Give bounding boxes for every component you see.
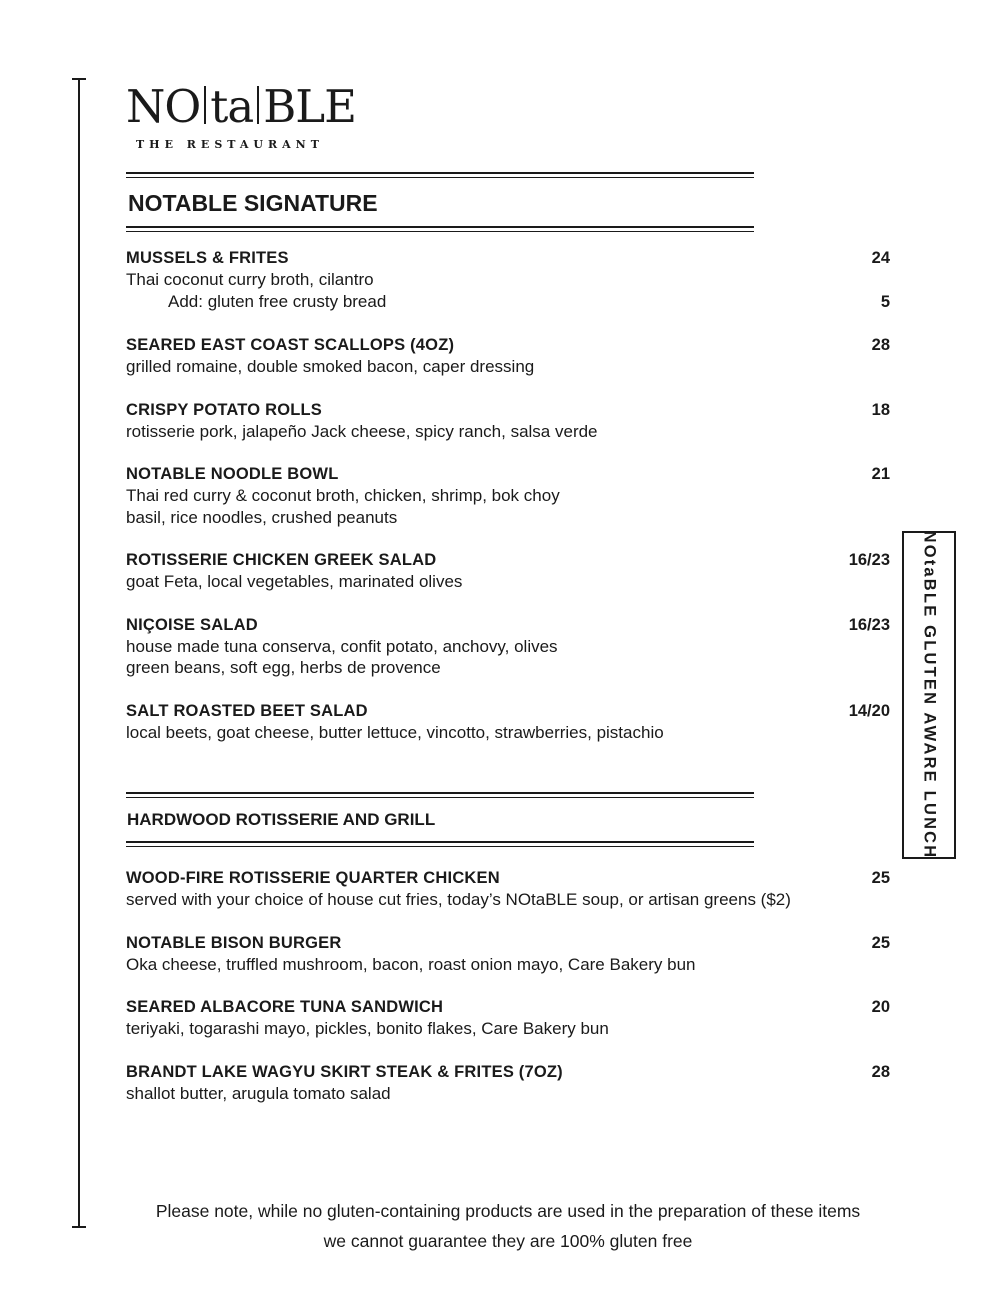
item-price: 16/23 — [848, 615, 890, 634]
item-name: WOOD-FIRE ROTISSERIE QUARTER CHICKEN — [126, 869, 500, 887]
item-description: Thai red curry & coconut broth, chicken, shrimp, bok choy — [126, 486, 560, 505]
item-name: SEARED ALBACORE TUNA SANDWICH — [126, 998, 444, 1016]
item-description: teriyaki, togarashi mayo, pickles, bonito flakes, Care Bakery bun — [126, 1019, 609, 1038]
disclaimer-line: we cannot guarantee they are 100% gluten free — [323, 1231, 693, 1251]
item-description: grilled romaine, double smoked bacon, caper dressing — [126, 357, 535, 376]
item-description: Thai coconut curry broth, cilantro — [126, 270, 374, 289]
left-margin-rule — [78, 78, 80, 1228]
logo-part-ble: BLE — [263, 80, 357, 133]
logo-part-no: NO — [126, 80, 201, 133]
side-label: NOtaBLE GLUTEN AWARE LUNCH — [920, 530, 939, 860]
gluten-disclaimer — [126, 1196, 890, 1256]
section-top-rule — [126, 172, 754, 178]
item-name: ROTISSERIE CHICKEN GREEK SALAD — [126, 551, 437, 569]
item-price: 28 — [871, 336, 890, 354]
section-top-rule — [126, 792, 754, 798]
side-label-box — [902, 531, 956, 859]
restaurant-logo — [126, 80, 357, 151]
menu-item — [126, 464, 890, 528]
menu-item — [126, 997, 890, 1040]
item-price: 16/23 — [848, 551, 890, 569]
left-rule-top-cap — [72, 78, 86, 80]
left-rule-bottom-cap — [72, 1226, 86, 1228]
menu-item — [126, 335, 890, 378]
item-name: SEARED EAST COAST SCALLOPS (4OZ) — [126, 336, 455, 354]
addon-label: Add: gluten free crusty bread — [168, 291, 387, 311]
section-bottom-rule — [126, 841, 754, 847]
item-description: house made tuna conserva, confit potato, anchovy, olives — [126, 636, 558, 656]
item-price: 24 — [871, 249, 890, 267]
section-bottom-rule — [126, 226, 754, 232]
rotisserie-items — [126, 868, 890, 1126]
item-description: rotisserie pork, jalapeño Jack cheese, spicy ranch, salsa verde — [126, 421, 598, 441]
section-header-rotisserie — [126, 792, 754, 847]
section-title-signature: NOTABLE SIGNATURE — [128, 190, 378, 216]
signature-items — [126, 248, 890, 765]
item-price: 25 — [871, 869, 890, 887]
item-description: Oka cheese, truffled mushroom, bacon, roast onion mayo, Care Bakery bun — [126, 954, 696, 974]
item-price: 25 — [871, 933, 890, 952]
item-price: 28 — [871, 1062, 890, 1081]
menu-item — [126, 701, 890, 744]
addon-price: 5 — [880, 292, 890, 311]
item-price: 20 — [871, 998, 890, 1016]
item-description: shallot butter, arugula tomato salad — [126, 1083, 391, 1103]
menu-item — [126, 615, 890, 679]
item-name: MUSSELS & FRITES — [126, 249, 289, 267]
logo-divider — [257, 86, 259, 124]
section-title-rotisserie: HARDWOOD ROTISSERIE AND GRILL — [127, 810, 436, 829]
item-description: served with your choice of house cut fries, today’s NOtaBLE soup, or artisan greens ($2) — [126, 890, 791, 909]
item-name: NOTABLE NOODLE BOWL — [126, 465, 339, 483]
item-description: green beans, soft egg, herbs de provence — [126, 658, 441, 677]
item-price: 18 — [871, 400, 890, 419]
item-price: 14/20 — [848, 701, 890, 720]
logo-divider — [204, 86, 206, 124]
logo-wordmark — [126, 80, 357, 133]
item-name: BRANDT LAKE WAGYU SKIRT STEAK & FRITES (7OZ) — [126, 1062, 563, 1081]
section-header-signature — [126, 172, 754, 232]
item-price: 21 — [871, 465, 890, 483]
item-name: NOTABLE BISON BURGER — [126, 933, 342, 952]
menu-item — [126, 1062, 890, 1105]
item-name: SALT ROASTED BEET SALAD — [126, 701, 368, 720]
menu-item — [126, 550, 890, 593]
item-name: CRISPY POTATO ROLLS — [126, 400, 323, 419]
menu-item — [126, 933, 890, 976]
item-name: NIÇOISE SALAD — [126, 615, 258, 634]
item-description: basil, rice noodles, crushed peanuts — [126, 507, 398, 527]
logo-part-ta: ta — [210, 80, 254, 133]
logo-subtitle: THE RESTAURANT — [136, 138, 324, 151]
item-addon — [126, 291, 890, 314]
item-description: local beets, goat cheese, butter lettuce, vincotto, strawberries, pistachio — [126, 722, 664, 742]
disclaimer-line: Please note, while no gluten-containing products are used in the preparation of these items — [155, 1201, 861, 1221]
menu-item — [126, 868, 890, 911]
menu-item — [126, 400, 890, 443]
menu-item — [126, 248, 890, 313]
item-description: goat Feta, local vegetables, marinated olives — [126, 572, 463, 591]
